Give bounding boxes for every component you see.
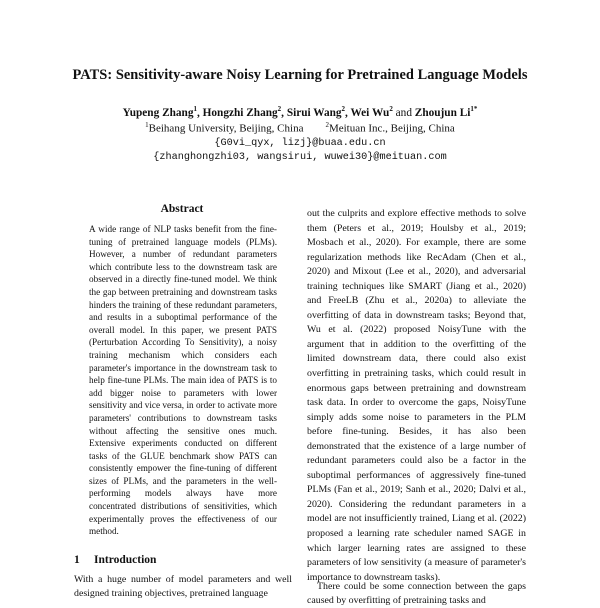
- author-name: Wei Wu: [350, 106, 390, 119]
- author-mark: 2: [277, 105, 282, 113]
- author-mark: 2: [389, 105, 393, 113]
- author-mark: 2: [341, 105, 346, 113]
- author-mark: 1: [193, 105, 197, 113]
- author-name: Zhoujun Li: [414, 106, 471, 119]
- affiliation-mark: 1: [145, 121, 149, 129]
- email-line: {G0vi_qyx, lizj}@buaa.edu.cn: [214, 138, 386, 149]
- author-separator: ,: [196, 106, 203, 119]
- section-number: 1: [74, 554, 80, 566]
- abstract-heading: Abstract: [160, 203, 204, 215]
- affiliation-mark: 2: [325, 121, 329, 129]
- section-title: Introduction: [94, 554, 157, 566]
- abstract-text: A wide range of NLP tasks benefit from the fine-tuning of pretrained language models (PLMs). However, a number of redundant parameters which contribute less to the downstream task are observed in a directly fine-tuned model. We think the gap between pretraining and downstream tasks hinders the training of these redundant parameters, and results in a suboptimal performance of the overall model. In this paper, we present PATS (Perturbation According To Sensitivity), a noisy training mechanism which considers each parameter's importance in the downstream task to help fine-tune PLMs. The main idea of PATS is to add bigger noise to parameters with lower sensitivity and vice versa, in order to activate more parameters' contributions to downstream tasks without affecting the sensitive ones much. Extensive experiments conducted on different tasks of the GLUE benchmark show PATS can consistently empower the fine-tuning of different sizes of PLMs, and the parameters in the well-performing models always have more concentrated distributions of sensitivities, which experimentally proves the effectiveness of our method.: [89, 224, 277, 537]
- author-mark: 1*: [470, 105, 478, 113]
- section-heading: [74, 554, 156, 566]
- author-separator: ,: [281, 106, 287, 119]
- paper-title: PATS: Sensitivity-aware Noisy Learning for Pretrained Language Models: [72, 67, 528, 83]
- right-column-paragraph: out the culprits and explore effective methods to solve them (Peters et al., 2019; Houlsby et al., 2019; Mosbach et al., 2020). For example, there are some regularization methods like RecAdam (Chen et al., 2020) and Mixout (Lee et al., 2020), and adversarial training techniques like SMART (Jiang et al., 2020) and FreeLB (Zhu et al., 2020a) to alleviate the overfitting of data in downstream tasks; Beyond that, Wu et al. (2022) proposed NoisyTune with the argument that in addition to the overfitting of the limited downstream data, there could also exist overfitting in pretraining tasks, which could result in enormous gaps between pretraining and downstream task data. In order to overcome the gaps, NoisyTune simply adds some noise to parameters in the PLM before fine-tuning. Besides, it has also been demonstrated that the existence of a large number of redundant parameters could also be a factor in the suboptimal performances of aggressively fine-tuned PLMs (Fan et al., 2019; Sanh et al., 2020; Dalvi et al., 2020). Considering the redundant parameters in a model are not insufficiently trained, Liang et al. (2022) proposed a learning rate scheduler named SAGE in which larger learning rates are assigned to these parameters of low sensitivity (a measure of parameter's importance to downstream tasks).: [307, 208, 526, 583]
- author-list: [0, 105, 600, 119]
- introduction-text: With a huge number of model parameters and well designed training objectives, pretrained language: [74, 574, 292, 600]
- author-separator: ,: [345, 106, 351, 119]
- author-name: Hongzhi Zhang: [202, 106, 278, 119]
- email-line: {zhanghongzhi03, wangsirui, wuwei30}@meituan.com: [153, 152, 447, 163]
- right-column-paragraph: There could be some connection between the gaps caused by overfitting of pretraining tasks and: [307, 581, 526, 607]
- affiliation: Meituan Inc., Beijing, China: [328, 122, 455, 135]
- author-name: Sirui Wang: [286, 106, 342, 119]
- author-name: Yupeng Zhang: [122, 106, 194, 119]
- affiliation-line: [0, 121, 600, 135]
- affiliation: Beihang University, Beijing, China: [148, 122, 304, 135]
- author-and: and: [392, 106, 415, 119]
